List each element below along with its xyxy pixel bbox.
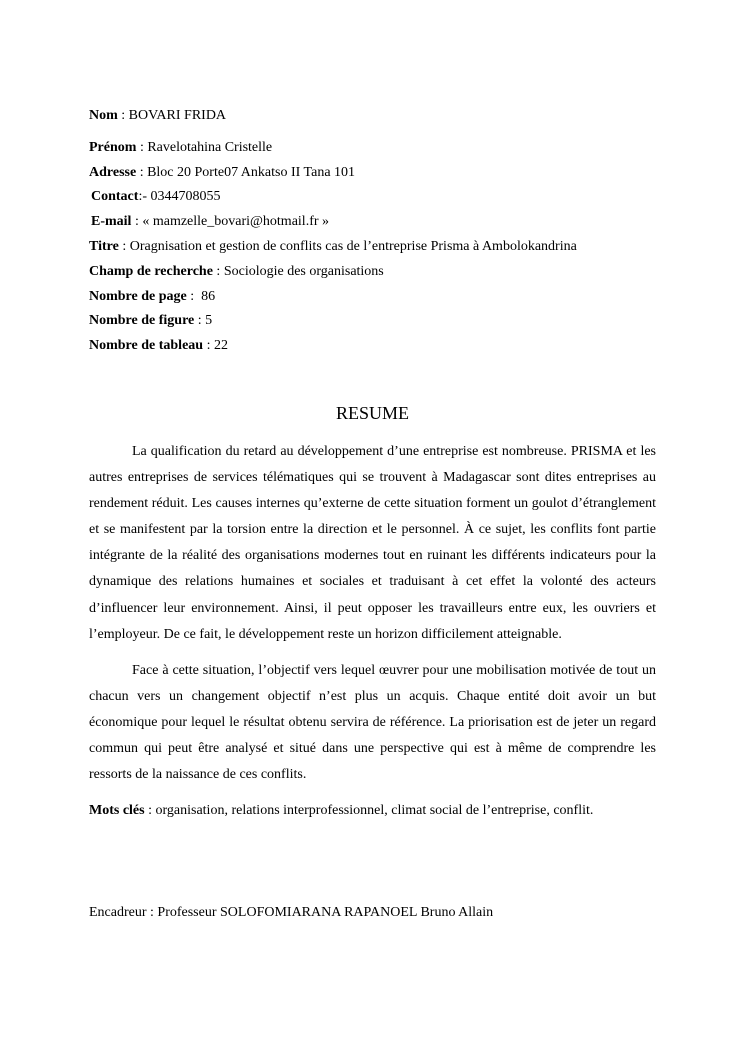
pages-value: 86 [201,288,216,304]
adresse-label: Adresse [89,164,137,180]
email-value: « mamzelle_bovari@hotmail.fr » [142,214,330,230]
figures-value: 5 [205,313,213,329]
champ-separator: : [212,263,224,279]
contact-value: 0344708055 [150,189,221,205]
resume-paragraph-1: La qualification du retard au développement d’une entreprise est nombreuse. PRISMA et les autres entreprises de services télématiques qui se trouvent à Madagascar sont dites entreprises au rendement réduit. Les causes internes qu’externe de cette situation forment un goulot d’étranglement et se manifestent par la torsion entre la direction et le personnel. À ce sujet, les conflits font partie intégrante de la réalité des organisations modernes tout en ruinant les différents indicateurs pour la dynamique des relations humaines et sociales et traduisant à cet effet la volonté des acteurs d’influencer leur environnement. Ainsi, il peut opposer les travailleurs entre eux, les ouvriers et l’employeur. De ce fait, le développement reste un horizon difficilement atteignable. [89,444,656,642]
champ-line [89,263,669,288]
adresse-value: Bloc 20 Porte07 Ankatso II Tana 101 [147,164,356,180]
keywords-separator: : [144,803,156,819]
contact-separator: :- [138,189,151,205]
prenom-separator: : [136,139,148,155]
contact-label: Contact [91,189,139,205]
pages-line [89,288,669,313]
keywords-label: Mots clés [89,803,145,819]
prenom-line [89,139,669,164]
tableaux-separator: : [203,338,214,354]
email-label: E-mail [91,214,132,230]
nom-value: BOVARI FRIDA [128,108,227,123]
prenom-value: Ravelotahina Cristelle [147,139,273,155]
nom-label: Nom [89,108,118,123]
champ-value: Sociologie des organisations [223,263,384,279]
titre-value: Oragnisation et gestion de conflits cas de l’entreprise Prisma à Ambolokandrina [129,238,577,254]
prenom-label: Prénom [89,139,137,155]
encadreur-line: Encadreur : Professeur SOLOFOMIARANA RAPANOEL Bruno Allain [89,905,494,920]
titre-line [89,238,669,263]
keywords-line [89,798,656,824]
champ-label: Champ de recherche [89,263,213,279]
keywords-value: organisation, relations interprofessionnel, climat social de l’entreprise, conflit. [155,803,594,819]
nom-separator: : [117,108,129,123]
email-line [89,213,669,238]
resume-title: RESUME [335,403,409,423]
resume-paragraph-2: Face à cette situation, l’objectif vers lequel œuvrer pour une mobilisation motivée de tout un chacun vers un changement objectif n’est plus un acquis. Chaque entité doit avoir un but économique pour lequel le résultat obtenu servira de référence. La priorisation est de jeter un regard commun qui peut être analysé et situé dans une perspective qui est à même de comprendre les ressorts de la naissance de ces conflits. [89,662,656,783]
pages-label: Nombre de page [89,288,187,304]
contact-line [89,188,669,213]
pages-separator: : [186,288,202,304]
figures-separator: : [194,313,206,329]
adresse-line [89,164,669,189]
figures-label: Nombre de figure [89,313,195,329]
figures-line [89,312,669,337]
titre-separator: : [118,238,130,254]
adresse-separator: : [136,164,148,180]
student-info [89,107,669,362]
tableaux-line [89,337,669,362]
titre-label: Titre [89,238,119,254]
tableaux-value: 22 [213,338,228,354]
email-separator: : [131,214,143,230]
resume-body [89,439,656,824]
tableaux-label: Nombre de tableau [89,338,204,354]
nom-line [89,107,669,132]
